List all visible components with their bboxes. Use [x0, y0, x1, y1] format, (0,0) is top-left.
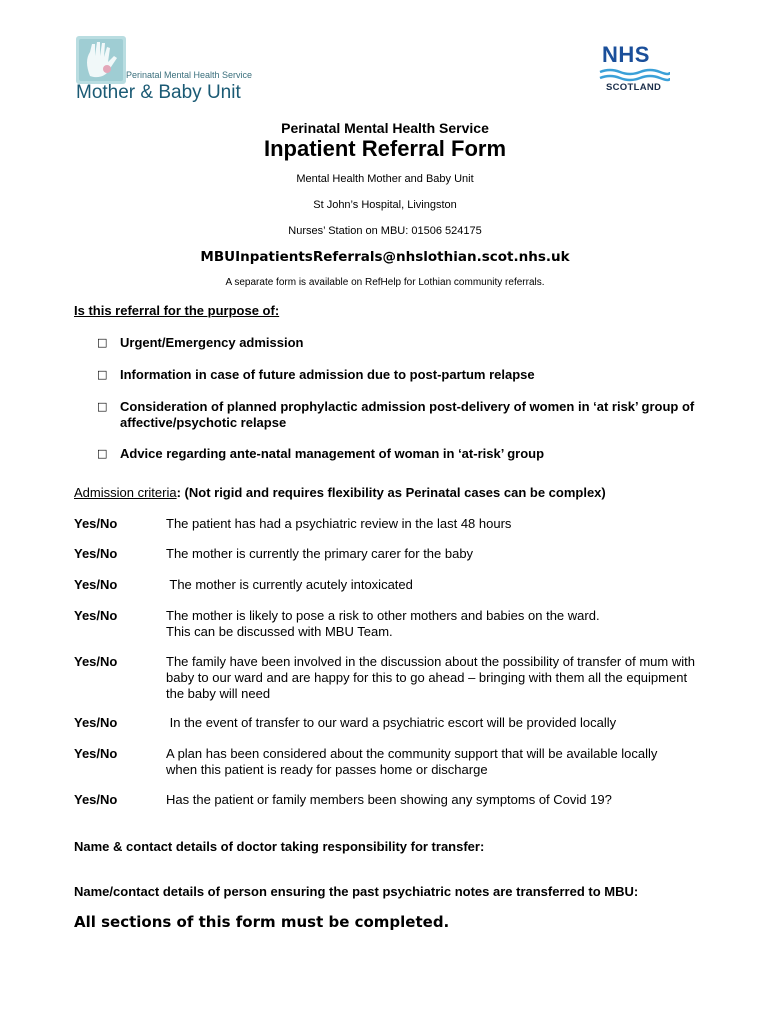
criteria-heading-note: : (Not rigid and requires flexibility as Perinatal cases can be complex): [176, 485, 606, 500]
separate-form-note: A separate form is available on RefHelp for Lothian community referrals.: [225, 277, 545, 288]
yes-no-field[interactable]: Yes/No: [74, 715, 118, 730]
purpose-heading: Is this referral for the purpose of:: [74, 303, 280, 318]
mbu-service-text: Perinatal Mental Health Service: [126, 70, 253, 80]
nhs-waves-icon: [598, 68, 670, 82]
referral-email: MBUInpatientsReferrals@nhslothian.scot.nhs.uk: [200, 249, 570, 265]
empty-checkbox-icon[interactable]: □: [97, 400, 108, 413]
completion-notice: All sections of this form must be completed.: [74, 913, 450, 931]
criteria-heading-label: Admission criteria: [74, 485, 177, 500]
criteria-item: A plan has been considered about the community support that will be available locally when this patient is ready for passes home or discharge: [166, 746, 658, 777]
nhs-scotland-logo: [598, 44, 670, 96]
criteria-item: The mother is likely to pose a risk to other mothers and babies on the ward. This can be discussed with MBU Team.: [166, 608, 600, 639]
notes-contact-label: Name/contact details of person ensuring the past psychiatric notes are transferred to MBU:: [74, 884, 639, 899]
purpose-option-label: Advice regarding ante-natal management of woman in ‘at-risk’ group: [120, 446, 545, 461]
nhs-text: NHS: [602, 42, 650, 67]
criteria-item: The family have been involved in the discussion about the possibility of transfer of mum with baby to our ward and are happy for this to go ahead – bringing with them all the equipment the baby will need: [166, 654, 695, 701]
purpose-option-label: Information in case of future admission due to post-partum relapse: [120, 367, 535, 382]
empty-checkbox-icon[interactable]: □: [97, 447, 108, 460]
service-title: Perinatal Mental Health Service: [281, 120, 489, 136]
mbu-unit-text: Mother & Baby Unit: [76, 82, 241, 103]
nhs-scotland-text: SCOTLAND: [606, 82, 662, 93]
criteria-heading: [74, 485, 606, 500]
criteria-item: The mother is currently acutely intoxicated: [166, 577, 413, 592]
hospital-address: St John’s Hospital, Livingston: [313, 199, 457, 211]
criteria-item: The mother is currently the primary carer for the baby: [166, 546, 474, 561]
yes-no-field[interactable]: Yes/No: [74, 608, 118, 623]
yes-no-field[interactable]: Yes/No: [74, 792, 118, 807]
criteria-item: In the event of transfer to our ward a psychiatric escort will be provided locally: [166, 715, 617, 730]
form-title: Inpatient Referral Form: [263, 136, 507, 161]
hand-icon: [76, 36, 126, 84]
nurses-station-phone: Nurses’ Station on MBU: 01506 524175: [288, 225, 482, 237]
criteria-item: The patient has had a psychiatric review in the last 48 hours: [166, 516, 512, 531]
purpose-option-label: Urgent/Emergency admission: [120, 335, 304, 350]
empty-checkbox-icon[interactable]: □: [97, 368, 108, 381]
mbu-logo: [76, 36, 253, 106]
empty-checkbox-icon[interactable]: □: [97, 336, 108, 349]
yes-no-field[interactable]: Yes/No: [74, 654, 118, 669]
yes-no-field[interactable]: Yes/No: [74, 546, 118, 561]
doctor-contact-label: Name & contact details of doctor taking responsibility for transfer:: [74, 839, 485, 854]
purpose-option-label: Consideration of planned prophylactic admission post-delivery of women in ‘at risk’ group of affective/psychotic relapse: [120, 399, 695, 430]
yes-no-field[interactable]: Yes/No: [74, 516, 118, 531]
criteria-item: Has the patient or family members been showing any symptoms of Covid 19?: [166, 792, 612, 807]
yes-no-field[interactable]: Yes/No: [74, 577, 118, 592]
yes-no-field[interactable]: Yes/No: [74, 746, 118, 761]
unit-name: Mental Health Mother and Baby Unit: [296, 173, 474, 185]
